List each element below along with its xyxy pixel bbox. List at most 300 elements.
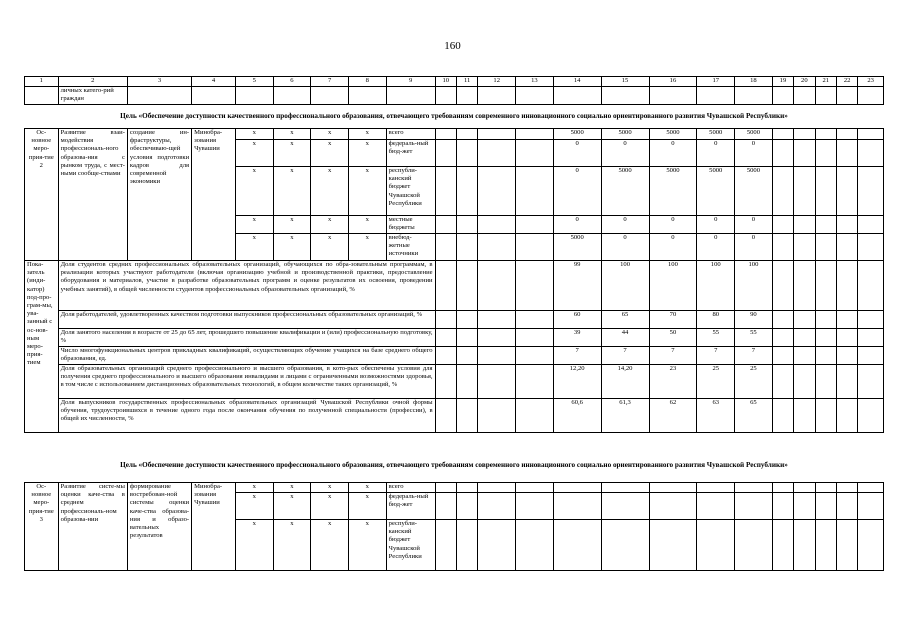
- empty-cell: [772, 311, 793, 329]
- indicator-row: [25, 311, 884, 329]
- empty-cell: [516, 167, 554, 216]
- indicator-text: Доля занятого населения в возрасте от 25 до 65 лет, прошедшего повышение квалификации и (или) профессиональную подготовку, %: [58, 329, 435, 347]
- empty-cell: [815, 140, 836, 167]
- code-cell: x: [235, 140, 273, 167]
- indicator-value: 65: [735, 399, 773, 433]
- code-cell: x: [235, 483, 273, 493]
- empty-cell: [836, 261, 857, 311]
- empty-cell: [836, 365, 857, 399]
- empty-cell: [794, 329, 815, 347]
- empty-cell: [553, 493, 601, 520]
- empty-cell: [478, 365, 516, 399]
- column-number: 23: [858, 77, 884, 87]
- funding-value: 5000: [553, 234, 601, 261]
- column-number: 8: [348, 77, 386, 87]
- column-number-row: [25, 77, 884, 87]
- column-number: 15: [601, 77, 649, 87]
- empty-cell: [192, 87, 236, 105]
- empty-cell: [836, 140, 857, 167]
- column-number: 3: [127, 77, 191, 87]
- empty-cell: [435, 129, 456, 140]
- indicator-value: 12,20: [553, 365, 601, 399]
- goal-heading: Цель «Обеспечение доступности качественного профессионального образования, отвечающего требованиям современного инновационного социально ориентированного развития Чувашской Республики»: [120, 461, 788, 469]
- empty-cell: [735, 483, 773, 493]
- empty-cell: [815, 399, 836, 433]
- indicator-value: 44: [601, 329, 649, 347]
- code-cell: x: [273, 234, 311, 261]
- empty-cell: [456, 493, 477, 520]
- indicator-value: 55: [735, 329, 773, 347]
- code-cell: x: [311, 167, 349, 216]
- indicator-row: [25, 399, 884, 433]
- empty-cell: [456, 261, 477, 311]
- funding-value: 0: [601, 234, 649, 261]
- empty-cell: [456, 87, 477, 105]
- code-cell: x: [348, 167, 386, 216]
- column-number: 19: [772, 77, 793, 87]
- indicator-value: 25: [697, 365, 735, 399]
- empty-cell: [815, 347, 836, 365]
- empty-cell: [435, 520, 456, 571]
- empty-cell: [435, 311, 456, 329]
- empty-cell: [858, 329, 884, 347]
- indicator-text: Доля образовательных организаций среднего профессионального и высшего образования, в кото-рых обеспечены условия для получения среднего профессионального и высшего образования инвалидами и лицами с ограниченными возможностями здоровья, в том числе с использованием дистанционных образовательных технологий, в общем количестве таких организаций, %: [58, 365, 435, 399]
- code-cell: x: [311, 129, 349, 140]
- empty-cell: [478, 493, 516, 520]
- empty-cell: [772, 129, 793, 140]
- column-number: 20: [794, 77, 815, 87]
- empty-cell: [858, 399, 884, 433]
- column-number: 16: [649, 77, 697, 87]
- empty-cell: [553, 87, 601, 105]
- empty-cell: [697, 520, 735, 571]
- empty-cell: [456, 520, 477, 571]
- indicator-value: 100: [649, 261, 697, 311]
- page-number: 160: [444, 40, 461, 52]
- funding-value: 5000: [735, 129, 773, 140]
- funding-source: республи-канский бюджет Чувашской Республики: [386, 520, 435, 571]
- empty-cell: [772, 520, 793, 571]
- indicator-value: 61,3: [601, 399, 649, 433]
- empty-cell: [516, 234, 554, 261]
- event-label: Ос-новное меро-прия-тие 2: [25, 129, 59, 261]
- indicator-value: 70: [649, 311, 697, 329]
- empty-cell: [858, 347, 884, 365]
- empty-cell: [649, 87, 697, 105]
- empty-cell: [25, 87, 59, 105]
- empty-cell: [478, 329, 516, 347]
- indicator-value: 62: [649, 399, 697, 433]
- column-number: 12: [478, 77, 516, 87]
- empty-cell: [794, 129, 815, 140]
- funding-value: 5000: [697, 167, 735, 216]
- empty-cell: [601, 493, 649, 520]
- code-cell: x: [273, 483, 311, 493]
- empty-cell: [456, 167, 477, 216]
- code-cell: x: [348, 129, 386, 140]
- empty-cell: [456, 347, 477, 365]
- code-cell: x: [348, 140, 386, 167]
- column-number: 2: [58, 77, 127, 87]
- empty-cell: [516, 483, 554, 493]
- empty-cell: [516, 87, 554, 105]
- empty-cell: [772, 261, 793, 311]
- empty-cell: [815, 87, 836, 105]
- empty-cell: [815, 167, 836, 216]
- indicator-value: 23: [649, 365, 697, 399]
- empty-cell: [553, 520, 601, 571]
- empty-cell: [815, 365, 836, 399]
- code-cell: x: [273, 216, 311, 234]
- empty-cell: [516, 129, 554, 140]
- empty-cell: [456, 365, 477, 399]
- column-number: 1: [25, 77, 59, 87]
- empty-cell: [858, 167, 884, 216]
- empty-cell: [836, 311, 857, 329]
- empty-cell: [516, 365, 554, 399]
- column-number: 7: [311, 77, 349, 87]
- code-cell: x: [235, 167, 273, 216]
- empty-cell: [478, 399, 516, 433]
- code-cell: x: [311, 520, 349, 571]
- funding-value: 0: [553, 167, 601, 216]
- empty-cell: [735, 493, 773, 520]
- empty-cell: [235, 87, 273, 105]
- funding-value: 5000: [649, 129, 697, 140]
- carry-over-row: [25, 87, 884, 105]
- empty-cell: [794, 311, 815, 329]
- empty-cell: [127, 87, 191, 105]
- empty-cell: [815, 311, 836, 329]
- empty-cell: [516, 261, 554, 311]
- empty-cell: [794, 234, 815, 261]
- empty-cell: [815, 234, 836, 261]
- empty-cell: [456, 140, 477, 167]
- indicator-value: 7: [735, 347, 773, 365]
- indicator-value: 65: [601, 311, 649, 329]
- indicator-value: 100: [601, 261, 649, 311]
- code-cell: x: [311, 493, 349, 520]
- empty-cell: [435, 234, 456, 261]
- funding-source: всего: [386, 129, 435, 140]
- empty-cell: [435, 167, 456, 216]
- indicator-value: 90: [735, 311, 773, 329]
- funding-value: 0: [697, 140, 735, 167]
- funding-value: 0: [697, 216, 735, 234]
- indicator-value: 99: [553, 261, 601, 311]
- indicator-value: 100: [697, 261, 735, 311]
- indicator-section-label: Пока-затель (инди-катор) под-про-грам-мы, ува-занный с ос-нов-ным меро-прия-тием: [25, 261, 59, 433]
- empty-cell: [601, 87, 649, 105]
- code-cell: x: [235, 234, 273, 261]
- code-cell: x: [273, 140, 311, 167]
- empty-cell: [836, 167, 857, 216]
- empty-cell: [772, 493, 793, 520]
- empty-cell: [772, 365, 793, 399]
- indicator-value: 80: [697, 311, 735, 329]
- indicator-value: 7: [697, 347, 735, 365]
- empty-cell: [836, 520, 857, 571]
- carry-over-text: личных катего-рий граждан: [58, 87, 127, 105]
- empty-cell: [815, 129, 836, 140]
- column-number: 4: [192, 77, 236, 87]
- code-cell: x: [235, 129, 273, 140]
- empty-cell: [794, 483, 815, 493]
- funding-source: республи-канский бюджет Чувашской Республики: [386, 167, 435, 216]
- code-cell: x: [348, 483, 386, 493]
- code-cell: x: [348, 234, 386, 261]
- event-name: Развитие взаи-модействия профессиональ-ного образова-ния с рынком труда, с мест-ными сообще-ствами: [58, 129, 127, 261]
- empty-cell: [478, 216, 516, 234]
- empty-cell: [516, 329, 554, 347]
- empty-cell: [858, 87, 884, 105]
- empty-cell: [836, 129, 857, 140]
- code-cell: x: [273, 167, 311, 216]
- program-table-main: [24, 76, 884, 433]
- column-number: 9: [386, 77, 435, 87]
- empty-cell: [772, 329, 793, 347]
- empty-cell: [478, 129, 516, 140]
- funding-value: 5000: [735, 167, 773, 216]
- empty-cell: [478, 520, 516, 571]
- empty-cell: [516, 216, 554, 234]
- funding-value: 0: [601, 216, 649, 234]
- empty-cell: [435, 347, 456, 365]
- event-label: Ос-новное меро-прия-тие 3: [25, 483, 59, 571]
- code-cell: x: [235, 216, 273, 234]
- empty-cell: [858, 129, 884, 140]
- empty-cell: [435, 483, 456, 493]
- empty-cell: [478, 87, 516, 105]
- empty-cell: [772, 347, 793, 365]
- code-cell: x: [311, 483, 349, 493]
- empty-cell: [815, 216, 836, 234]
- empty-cell: [772, 140, 793, 167]
- empty-cell: [478, 347, 516, 365]
- goal-heading: Цель «Обеспечение доступности качественного профессионального образования, отвечающего требованиям современного инновационного социально ориентированного развития Чувашской Республики»: [25, 105, 884, 129]
- empty-cell: [858, 216, 884, 234]
- empty-cell: [435, 216, 456, 234]
- empty-cell: [273, 87, 311, 105]
- empty-cell: [649, 520, 697, 571]
- column-number: 17: [697, 77, 735, 87]
- empty-cell: [478, 167, 516, 216]
- column-number: 11: [456, 77, 477, 87]
- column-number: 13: [516, 77, 554, 87]
- empty-cell: [516, 399, 554, 433]
- indicator-value: 50: [649, 329, 697, 347]
- funding-row: [25, 129, 884, 140]
- event-content: формирование востребован-ной системы оценки каче-ства образова-ния и образо-вательных результатов: [127, 483, 191, 571]
- empty-cell: [478, 483, 516, 493]
- indicator-value: 25: [735, 365, 773, 399]
- empty-cell: [836, 87, 857, 105]
- empty-cell: [456, 311, 477, 329]
- indicator-row: [25, 329, 884, 347]
- indicator-value: 55: [697, 329, 735, 347]
- indicator-value: 60: [553, 311, 601, 329]
- funding-row: [25, 483, 884, 493]
- indicator-row: [25, 347, 884, 365]
- code-cell: x: [235, 520, 273, 571]
- funding-value: 5000: [649, 167, 697, 216]
- empty-cell: [858, 140, 884, 167]
- indicator-value: 39: [553, 329, 601, 347]
- empty-cell: [794, 399, 815, 433]
- empty-cell: [516, 311, 554, 329]
- empty-cell: [697, 483, 735, 493]
- empty-cell: [772, 216, 793, 234]
- empty-cell: [516, 347, 554, 365]
- code-cell: x: [235, 493, 273, 520]
- empty-cell: [815, 261, 836, 311]
- empty-cell: [516, 140, 554, 167]
- funding-value: 0: [735, 216, 773, 234]
- column-number: 5: [235, 77, 273, 87]
- code-cell: x: [348, 493, 386, 520]
- empty-cell: [858, 311, 884, 329]
- empty-cell: [478, 311, 516, 329]
- funding-value: 0: [735, 234, 773, 261]
- empty-cell: [772, 234, 793, 261]
- funding-value: 5000: [553, 129, 601, 140]
- empty-cell: [601, 483, 649, 493]
- empty-cell: [772, 87, 793, 105]
- code-cell: x: [311, 234, 349, 261]
- indicator-value: 7: [553, 347, 601, 365]
- column-number: 14: [553, 77, 601, 87]
- empty-cell: [386, 87, 435, 105]
- empty-cell: [435, 493, 456, 520]
- column-number: 22: [836, 77, 857, 87]
- empty-cell: [478, 234, 516, 261]
- goal-row: [25, 105, 884, 129]
- empty-cell: [456, 234, 477, 261]
- indicator-value: 63: [697, 399, 735, 433]
- empty-cell: [456, 129, 477, 140]
- empty-cell: [858, 261, 884, 311]
- empty-cell: [435, 399, 456, 433]
- funding-value: 0: [601, 140, 649, 167]
- funding-value: 0: [553, 140, 601, 167]
- event-executor: Минобра-зования Чувашии: [192, 483, 236, 571]
- indicator-value: 7: [649, 347, 697, 365]
- empty-cell: [516, 493, 554, 520]
- column-number: 21: [815, 77, 836, 87]
- empty-cell: [601, 520, 649, 571]
- event-content: создание ин-фраструктуры, обеспечиваю-щей условия подготовки кадров для современной экономики: [127, 129, 191, 261]
- empty-cell: [553, 483, 601, 493]
- empty-cell: [794, 216, 815, 234]
- empty-cell: [836, 483, 857, 493]
- funding-value: 0: [649, 140, 697, 167]
- empty-cell: [456, 216, 477, 234]
- empty-cell: [516, 520, 554, 571]
- empty-cell: [735, 87, 773, 105]
- empty-cell: [794, 493, 815, 520]
- empty-cell: [794, 167, 815, 216]
- empty-cell: [858, 365, 884, 399]
- indicator-text: Доля выпускников государственных профессиональных образовательных организаций Чувашской Республики очной формы обучения, трудоустроившихся в течение одного года после окончания обучения по полученной специальности (профессии), в общей их численности, %: [58, 399, 435, 433]
- empty-cell: [772, 483, 793, 493]
- empty-cell: [478, 140, 516, 167]
- funding-source: федераль-ный бюд-жет: [386, 140, 435, 167]
- indicator-value: 14,20: [601, 365, 649, 399]
- empty-cell: [649, 493, 697, 520]
- empty-cell: [649, 483, 697, 493]
- empty-cell: [735, 520, 773, 571]
- empty-cell: [311, 87, 349, 105]
- empty-cell: [794, 261, 815, 311]
- funding-value: 5000: [697, 129, 735, 140]
- empty-cell: [794, 140, 815, 167]
- empty-cell: [697, 87, 735, 105]
- indicator-value: 60,6: [553, 399, 601, 433]
- empty-cell: [815, 483, 836, 493]
- column-number: 6: [273, 77, 311, 87]
- event-name: Развитие систе-мы оценки каче-ства в среднем профессиональ-ном образова-нии: [58, 483, 127, 571]
- funding-value: 0: [649, 234, 697, 261]
- funding-value: 5000: [601, 129, 649, 140]
- empty-cell: [794, 347, 815, 365]
- empty-cell: [697, 493, 735, 520]
- empty-cell: [456, 399, 477, 433]
- funding-value: 0: [735, 140, 773, 167]
- empty-cell: [772, 399, 793, 433]
- empty-cell: [348, 87, 386, 105]
- empty-cell: [836, 347, 857, 365]
- empty-cell: [836, 234, 857, 261]
- indicator-row: [25, 261, 884, 311]
- event-executor: Минобра-зования Чувашии: [192, 129, 236, 261]
- empty-cell: [435, 261, 456, 311]
- empty-cell: [456, 329, 477, 347]
- empty-cell: [794, 520, 815, 571]
- code-cell: x: [348, 216, 386, 234]
- empty-cell: [836, 216, 857, 234]
- empty-cell: [794, 87, 815, 105]
- empty-cell: [772, 167, 793, 216]
- code-cell: x: [273, 129, 311, 140]
- empty-cell: [435, 365, 456, 399]
- empty-cell: [836, 493, 857, 520]
- code-cell: x: [273, 493, 311, 520]
- column-number: 10: [435, 77, 456, 87]
- empty-cell: [478, 261, 516, 311]
- funding-value: 0: [649, 216, 697, 234]
- indicator-text: Доля работодателей, удовлетворенных качеством подготовки выпускников профессиональных образовательных организаций, %: [58, 311, 435, 329]
- indicator-text: Доля студентов средних профессиональных образовательных организаций, обучающихся по обра-зовательным программам, в реализации которых участвуют работодатели (включая организацию учебной и производственной практики, предоставление оборудования и материалов, участие в разработке образовательных программ и оценке результатов их освоения, проведении учебных занятий), в общей численности студентов профессиональных образовательных организаций, %: [58, 261, 435, 311]
- empty-cell: [858, 493, 884, 520]
- empty-cell: [836, 329, 857, 347]
- indicator-value: 7: [601, 347, 649, 365]
- indicator-text: Число многофункциональных центров прикладных квалификаций, осуществляющих обучение учащихся на базе среднего общего образования, ед.: [58, 347, 435, 365]
- code-cell: x: [273, 520, 311, 571]
- empty-cell: [815, 329, 836, 347]
- code-cell: x: [311, 140, 349, 167]
- funding-source: местные бюджеты: [386, 216, 435, 234]
- empty-cell: [815, 520, 836, 571]
- funding-source: федераль-ный бюд-жет: [386, 493, 435, 520]
- indicator-row: [25, 365, 884, 399]
- empty-cell: [794, 365, 815, 399]
- funding-value: 0: [553, 216, 601, 234]
- empty-cell: [435, 329, 456, 347]
- funding-source: внебюд-жетные источники: [386, 234, 435, 261]
- funding-value: 5000: [601, 167, 649, 216]
- funding-source: всего: [386, 483, 435, 493]
- funding-value: 0: [697, 234, 735, 261]
